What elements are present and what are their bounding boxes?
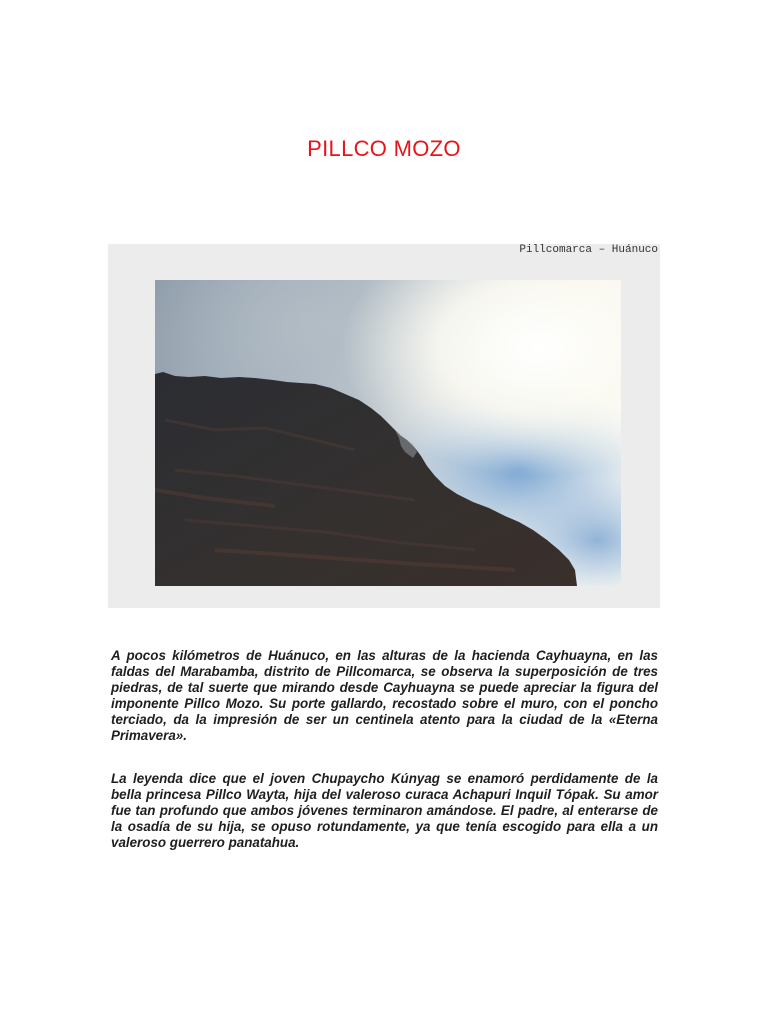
figure-panel [108, 244, 660, 608]
figure-caption: Pillcomarca – Huánuco [519, 244, 658, 256]
paragraph-2: La leyenda dice que el joven Chupaycho Kúnyag se enamoró perdidamente de la bella princesa Pillco Wayta, hija del valeroso curaca Achapuri Inquil Tópak. Su amor fue tan profundo que ambos jóvenes terminaron amándose. El padre, al enterarse de la osadía de su hija, se opuso rotundamente, ya que tenía escogido para ella a un valeroso guerrero panatahua. [111, 771, 658, 850]
page-title: PILLCO MOZO [307, 136, 461, 161]
paragraph-1: A pocos kilómetros de Huánuco, en las alturas de la hacienda Cayhuayna, en las faldas del Marabamba, distrito de Pillcomarca, se observa la superposición de tres piedras, de tal suerte que mirando desde Cayhuayna se puede apreciar la figura del imponente Pillco Mozo. Su porte gallardo, recostado sobre el muro, con el poncho terciado, da la impresión de ser un centinela atento para la ciudad de la «Eterna Primavera». [111, 648, 658, 743]
mountain-photo [155, 280, 621, 586]
